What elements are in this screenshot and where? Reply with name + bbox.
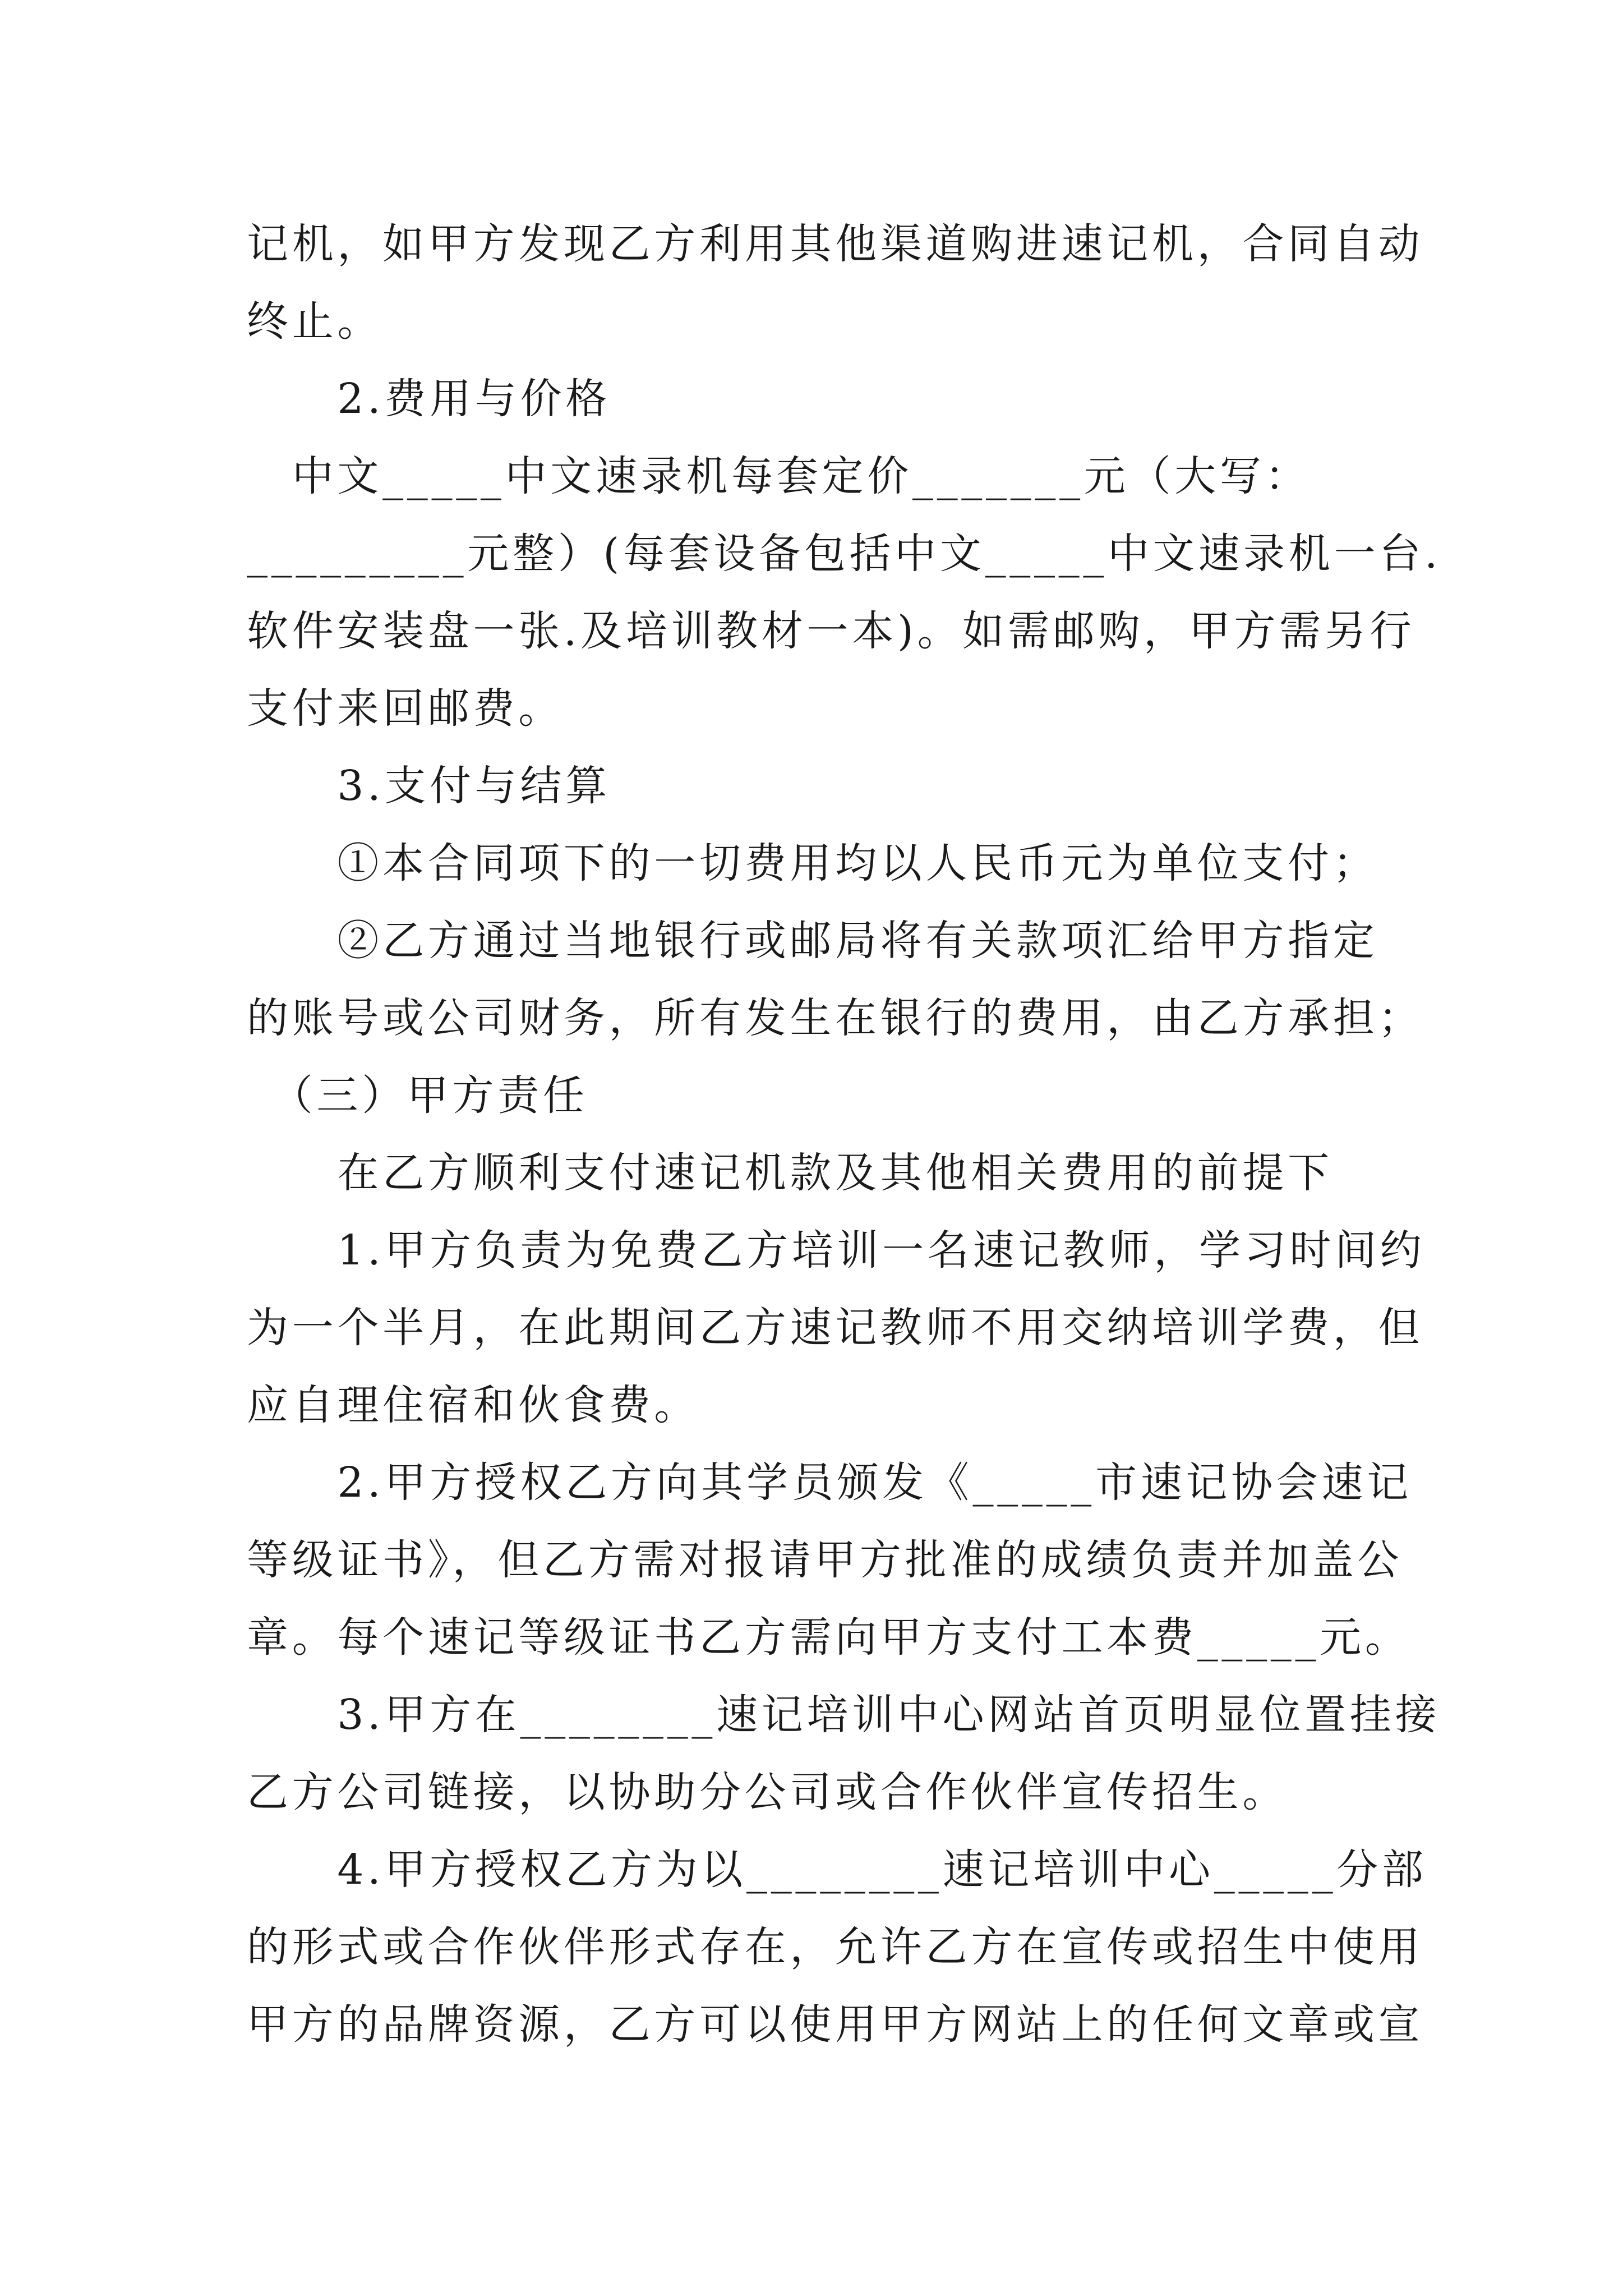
text-line: 为一个半月，在此期间乙方速记教师不用交纳培训学费，但 [247,1304,1424,1352]
text-line: 应自理住宿和伙食费。 [247,1381,699,1429]
text-line: 3.支付与结算 [247,762,611,810]
text-line: 甲方的品牌资源，乙方可以使用甲方网站上的任何文章或宣 [247,2000,1424,2049]
text-line: 3.甲方在________速记培训中心网站首页明显位置挂接 [247,1691,1441,1739]
text-line: 记机，如甲方发现乙方利用其他渠道购进速记机，合同自动 [247,220,1424,268]
text-line: 2.甲方授权乙方向其学员颁发《_____市速记协会速记 [247,1458,1412,1507]
text-line: ①本合同项下的一切费用均以人民币元为单位支付； [247,839,1378,887]
text-line: 2.费用与价格 [247,375,611,423]
text-line: （三）甲方责任 [247,1071,588,1120]
text-line: 支付来回邮费。 [247,684,564,733]
text-line: 等级证书》，但乙方需对报请甲方批准的成绩负责并加盖公 [247,1536,1403,1584]
text-line: 软件安装盘一张.及培训教材一本)。如需邮购，甲方需另行 [247,607,1415,655]
text-line: 章。每个速记等级证书乙方需向甲方支付工本费_____元。 [247,1613,1410,1662]
text-line: 中文_____中文速录机每套定价_______元（大写： [247,452,1311,500]
text-line: 的形式或合作伙伴形式存在，允许乙方在宣传或招生中使用 [247,1923,1424,1971]
text-line: _________元整）(每套设备包括中文_____中文速录机一台. [247,530,1442,578]
text-line: 终止。 [247,297,383,346]
text-line: 在乙方顺利支付速记机款及其他相关费用的前提下 [247,1149,1333,1197]
text-line: 乙方公司链接，以协助分公司或合作伙伴宣传招生。 [247,1768,1288,1816]
text-line: 4.甲方授权乙方为以________速记培训中心_____分部 [247,1846,1427,1894]
text-line: 的账号或公司财务，所有发生在银行的费用，由乙方承担； [247,994,1424,1042]
text-line: ②乙方通过当地银行或邮局将有关款项汇给甲方指定 [247,917,1378,965]
text-line: 1.甲方负责为免费乙方培训一名速记教师，学习时间约 [247,1226,1426,1274]
